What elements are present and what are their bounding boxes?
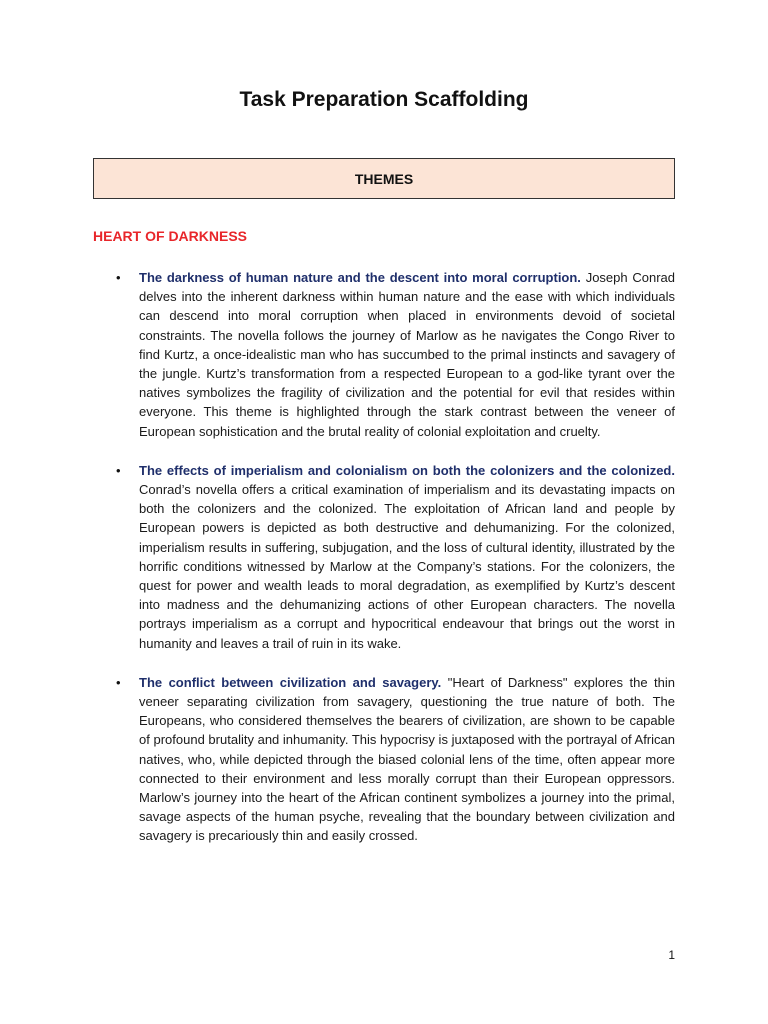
themes-box-label: THEMES [354,170,414,187]
bullet-icon: • [116,270,121,285]
theme-item-civilization [116,673,676,846]
theme-item-darkness [116,268,676,441]
bullet-icon: • [116,462,121,478]
theme-item-imperialism [116,461,675,653]
themes-header-box [93,158,675,199]
section-heading: HEART OF DARKNESS [93,228,248,244]
theme-title: The darkness of human nature and the descent into moral corruption. [139,270,581,285]
theme-body: "Heart of Darkness" explores the thin veneer separating civilization from savagery, questioning the true nature of both. The Europeans, who considered themselves the bearers of civilization, are shown to be capable of profound brutality and inhumanity. This hypocrisy is juxtaposed with the portrayal of African natives, who, while depicted through the biased colonial lens of the time, often appear more connected to their environment and less morally corrupt than their European oppressors. Marlow’s journey into the heart of the African continent symbolizes a journey into the primal, savage aspects of the human psyche, revealing that the boundary between civilization and savagery is precariously thin and easily crossed. [139,674,676,844]
theme-title: The conflict between civilization and savagery. [139,674,442,690]
theme-body: Conrad’s novella offers a critical examination of imperialism and its devastating impacts on both the colonizers and the colonized. The exploitation of African land and people by European powers is depicted as both destructive and dehumanizing. For the colonized, imperialism results in suffering, subjugation, and the loss of cultural identity, illustrated by the horrific conditions witnessed by Marlow at the Company’s stations. For the colonizers, the quest for power and wealth leads to moral degradation, as exemplified by Kurtz’s descent into madness and the dehumanizing actions of other European characters. The novella portrays imperialism as a corrupt and hypocritical endeavour that brings out the worst in humanity and leaves a trail of ruin in its wake. [139,482,675,651]
theme-body: Joseph Conrad delves into the inherent darkness within human nature and the ease with which individuals can descend into moral corruption when placed in environments devoid of societal constraints. The novella follows the journey of Marlow as he navigates the Congo River to find Kurtz, a once-idealistic man who has succumbed to the primal instincts and savagery of the jungle. Kurtz’s transformation from a respected European to a god-like tyrant over the natives symbolizes the fragility of civilization and the potential for evil that resides within everyone. This theme is highlighted through the stark contrast between the veneer of European sophistication and the brutal reality of colonial exploitation and cruelty. [139,270,676,439]
theme-title: The effects of imperialism and colonialism on both the colonizers and the colonized. [139,462,675,478]
page-number: 1 [668,948,675,962]
document-title: Task Preparation Scaffolding [239,88,529,111]
bullet-icon: • [116,674,121,690]
theme-list [0,268,675,866]
